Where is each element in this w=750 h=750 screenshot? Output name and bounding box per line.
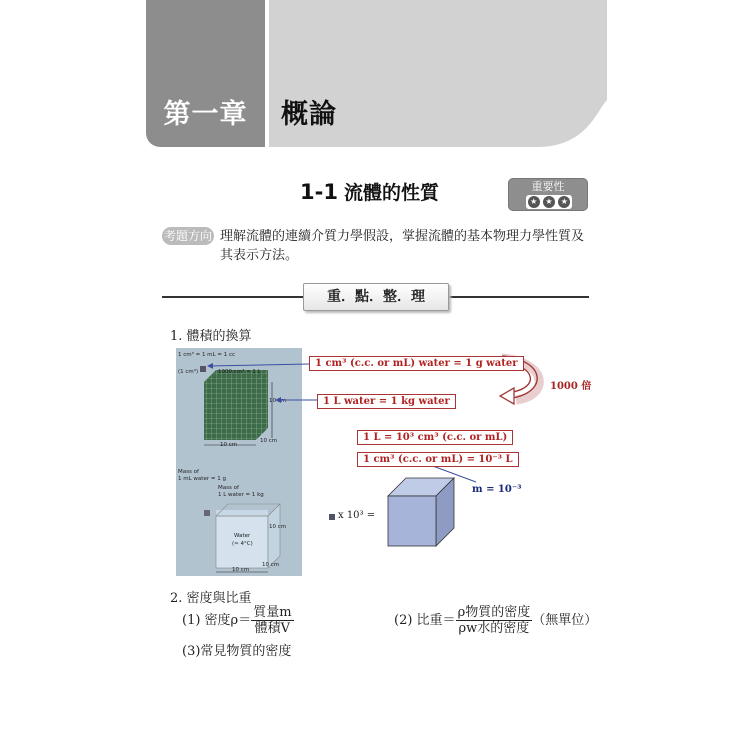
water-temp-label: (≈ 4°C) xyxy=(232,541,253,547)
milli-label: m = 10⁻³ xyxy=(472,484,522,495)
star-icon: ★ xyxy=(528,196,540,208)
specific-gravity-formula xyxy=(394,605,597,636)
cm3-note: 1 cm³ = 1 mL = 1 cc xyxy=(178,352,236,358)
multiply-label: x 10³ = xyxy=(338,510,376,521)
section-title-text: 流體的性質 xyxy=(343,182,439,204)
label-liter-cm3: 1 L = 10³ cm³ (c.c. or mL) xyxy=(357,430,513,445)
star-icon: ★ xyxy=(558,196,570,208)
side-length-label: 10 cm xyxy=(260,438,278,444)
divider-right xyxy=(449,296,589,298)
label-cm3-liter: 1 cm³ (c.c. or mL) = 10⁻³ L xyxy=(357,452,519,467)
side-length-label: 10 cm xyxy=(269,398,287,404)
water-label: Water xyxy=(234,533,251,539)
sg-fraction xyxy=(456,605,533,636)
divider-left xyxy=(162,296,303,298)
mass-note: Mass of xyxy=(178,469,199,475)
sg-numerator: ρ物質的密度 xyxy=(457,605,531,620)
sg-suffix: （無單位） xyxy=(532,613,598,628)
section-title xyxy=(300,178,439,205)
density-denominator: 體積V xyxy=(254,621,291,636)
liter-note: 1000 cm³ = 1 L xyxy=(218,369,261,375)
chapter-number: 第一章 xyxy=(163,99,248,130)
density-numerator: 質量m xyxy=(253,605,292,620)
exam-direction-tag: 考題方向 xyxy=(163,229,212,243)
item-density-specific-gravity: 2. 密度與比重 xyxy=(170,591,252,606)
star-icon: ★ xyxy=(543,196,555,208)
label-ml-water-gram: 1 cm³ (c.c. or mL) water = 1 g water xyxy=(309,356,524,371)
side-length-label: 10 cm xyxy=(262,562,280,568)
mass-note: 1 mL water = 1 g xyxy=(178,476,226,482)
mass-note: Mass of xyxy=(218,485,239,491)
side-length-label: 10 cm xyxy=(220,442,238,448)
section-number: 1-1 xyxy=(300,180,338,204)
chapter-banner xyxy=(146,0,607,147)
sg-prefix: (2) 比重＝ xyxy=(394,613,456,628)
side-length-label: 10 cm xyxy=(269,524,287,530)
exam-direction-text: 理解流體的連續介質力學假設，掌握流體的基本物理力學性質及其表示方法。 xyxy=(220,229,585,263)
chapter-title: 概論 xyxy=(281,99,337,130)
importance-stars xyxy=(526,195,572,209)
sg-denominator: ρw水的密度 xyxy=(458,621,530,636)
key-points-heading: 重．點．整．理 xyxy=(303,283,449,311)
volume-figure xyxy=(176,348,592,576)
density-formula xyxy=(182,605,294,636)
mass-note: 1 L water = 1 kg xyxy=(218,492,264,498)
label-liter-water-kg: 1 L water = 1 kg water xyxy=(317,394,456,409)
banner-separator xyxy=(265,0,269,147)
density-fraction xyxy=(251,605,293,636)
importance-label: 重要性 xyxy=(509,179,587,194)
item-volume-conversion: 1. 體積的換算 xyxy=(170,329,252,344)
side-length-label: 10 cm xyxy=(232,567,250,573)
thousand-times-label: 1000 倍 xyxy=(550,381,592,392)
density-prefix: (1) 密度ρ＝ xyxy=(182,613,252,628)
cm3-small-label: (1 cm³) xyxy=(178,369,199,375)
importance-badge xyxy=(508,178,588,211)
common-density-heading: (3)常見物質的密度 xyxy=(182,644,292,659)
